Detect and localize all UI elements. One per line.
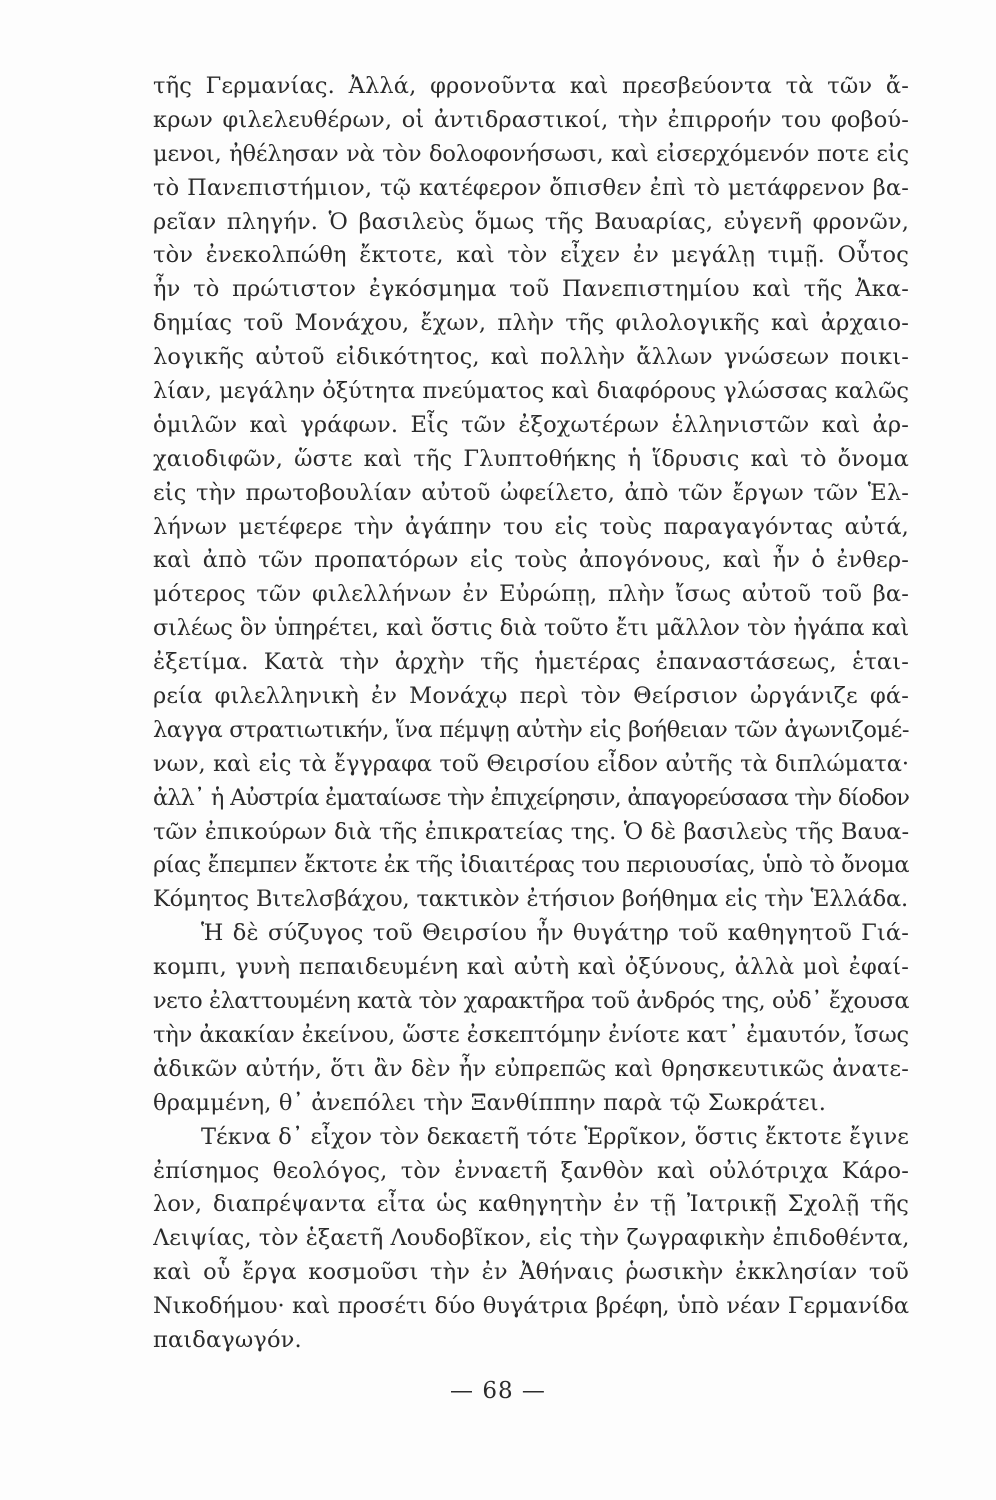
text-line: Λειψίας, τὸν ἑξαετῆ Λουδοβῖκον, εἰς τὴν ζωγραφικὴν ἐπιδοθέντα, [153,1225,909,1252]
text-line: δημίας τοῦ Μονάχου, ἔχων, πλὴν τῆς φιλολογικῆς καὶ ἀρχαιο- [153,310,909,337]
text-line: ἐπίσημος θεολόγος, τὸν ἐνναετῆ ξανθὸν καὶ οὐλότριχα Κάρο- [153,1157,909,1184]
text-line: Κόμητος Βιτελσβάχου, τακτικὸν ἐτήσιον βοήθημα εἰς τὴν Ἑλλάδα. [153,886,909,913]
text-line: τὸ Πανεπιστήμιον, τῷ κατέφερον ὄπισθεν ἐπὶ τὸ μετάφρενον βα- [153,174,909,201]
text-line: τὴν ἀκακίαν ἐκείνου, ὥστε ἐσκεπτόμην ἐνίοτε κατ᾽ ἐμαυτόν, ἴσως [153,1021,909,1048]
text-line: Τέκνα δ᾽ εἶχον τὸν δεκαετῆ τότε Ἑρρῖκον, ὅστις ἔκτοτε ἔγινε [201,1123,909,1150]
text-line: κομπι, γυνὴ πεπαιδευμένη καὶ αὐτὴ καὶ ὀξύνους, ἀλλὰ μοὶ ἐφαί- [153,954,909,981]
page-number: — 68 — [450,1378,546,1404]
paragraph-1 [153,70,909,917]
text-line: νετο ἐλαττουμένη κατὰ τὸν χαρακτῆρα τοῦ ἀνδρός της, οὐδ᾽ ἔχουσα [153,988,909,1015]
paragraph-2 [153,917,909,1120]
text-line: ρεία φιλελληνικὴ ἐν Μονάχῳ περὶ τὸν Θείρσιον ὠργάνιζε φά- [153,683,909,710]
text-line: χαιοδιφῶν, ὥστε καὶ τῆς Γλυπτοθήκης ἡ ἵδρυσις καὶ τὸ ὄνομα [153,445,909,472]
text-line: ἦν τὸ πρώτιστον ἐγκόσμημα τοῦ Πανεπιστημίου καὶ τῆς Ἀκα- [153,276,909,303]
text-line: παιδαγωγόν. [153,1326,302,1353]
text-line: εἰς τὴν πρωτοβουλίαν αὐτοῦ ὠφείλετο, ἀπὸ τῶν ἔργων τῶν Ἑλ- [153,479,909,506]
text-line: λήνων μετέφερε τὴν ἀγάπην του εἰς τοὺς παραγαγόντας αὐτά, [153,513,909,540]
text-line: ἀδικῶν αὐτήν, ὅτι ἂν δὲν ἦν εὐπρεπῶς καὶ θρησκευτικῶς ἀνατε- [153,1055,909,1082]
text-line: τῆς Γερμανίας. Ἀλλά, φρονοῦντα καὶ πρεσβεύοντα τὰ τῶν ἄ- [153,73,909,99]
text-line: ἀλλ᾽ ἡ Αὐστρία ἐματαίωσε τὴν ἐπιχείρησιν, ἀπαγορεύσασα τὴν δίοδον [153,784,909,811]
text-line: μότερος τῶν φιλελλήνων ἐν Εὐρώπῃ, πλὴν ἴσως αὐτοῦ τοῦ βα- [153,581,909,608]
text-line: ὁμιλῶν καὶ γράφων. Εἷς τῶν ἐξοχωτέρων ἑλληνιστῶν καὶ ἀρ- [153,411,909,438]
text-line: καὶ ἀπὸ τῶν προπατόρων εἰς τοὺς ἀπογόνους, καὶ ἦν ὁ ἐνθερ- [153,547,909,574]
text-line: λον, διαπρέψαντα εἶτα ὡς καθηγητὴν ἐν τῇ Ἰατρικῇ Σχολῇ τῆς [153,1191,909,1218]
text-line: ρίας ἔπεμπεν ἔκτοτε ἐκ τῆς ἰδιαιτέρας του περιουσίας, ὑπὸ τὸ ὄνομα [153,852,909,879]
text-line: νων, καὶ εἰς τὰ ἔγγραφα τοῦ Θειρσίου εἶδον αὐτῆς τὰ διπλώματα· [153,750,909,777]
text-line: τῶν ἐπικούρων διὰ τῆς ἐπικρατείας της. Ὁ δὲ βασιλεὺς τῆς Βαυα- [153,818,909,845]
text-line: λαγγα στρατιωτικήν, ἵνα πέμψῃ αὐτὴν εἰς βοήθειαν τῶν ἀγωνιζομέ- [153,716,909,743]
text-line: σιλέως ὃν ὑπηρέτει, καὶ ὅστις διὰ τοῦτο ἔτι μᾶλλον τὸν ἠγάπα καὶ [153,615,909,642]
text-line: Ἡ δὲ σύζυγος τοῦ Θειρσίου ἦν θυγάτηρ τοῦ καθηγητοῦ Γιά- [201,920,909,947]
text-line: Νικοδήμου· καὶ προσέτι δύο θυγάτρια βρέφη, ὑπὸ νέαν Γερμανίδα [153,1293,909,1320]
text-line: ἐξετίμα. Κατὰ τὴν ἀρχὴν τῆς ἡμετέρας ἐπαναστάσεως, ἑται- [153,649,909,676]
text-line: ρεῖαν πληγήν. Ὁ βασιλεὺς ὅμως τῆς Βαυαρίας, εὐγενῆ φρονῶν, [153,208,909,235]
body-text [153,70,909,1358]
text-line: λογικῆς αὐτοῦ εἰδικότητος, καὶ πολλὴν ἄλλων γνώσεων ποικι- [153,344,909,371]
text-line: κρων φιλελευθέρων, οἱ ἀντιδραστικοί, τὴν ἐπιρροήν του φοβού- [153,106,909,133]
text-line: μενοι, ἠθέλησαν νὰ τὸν δολοφονήσωσι, καὶ εἰσερχόμενόν ποτε εἰς [153,140,909,167]
text-line: λίαν, μεγάλην ὀξύτητα πνεύματος καὶ διαφόρους γλώσσας καλῶς [153,378,909,405]
text-line: καὶ οὗ ἔργα κοσμοῦσι τὴν ἐν Ἀθήναις ῥωσικὴν ἐκκλησίαν τοῦ [153,1259,909,1286]
text-line: τὸν ἐνεκολπώθη ἔκτοτε, καὶ τὸν εἶχεν ἐν μεγάλῃ τιμῇ. Οὗτος [153,242,909,269]
paragraph-3 [153,1121,909,1358]
text-line: θραμμένη, θ᾽ ἀνεπόλει τὴν Ξανθίππην παρὰ τῷ Σωκράτει. [153,1089,827,1116]
